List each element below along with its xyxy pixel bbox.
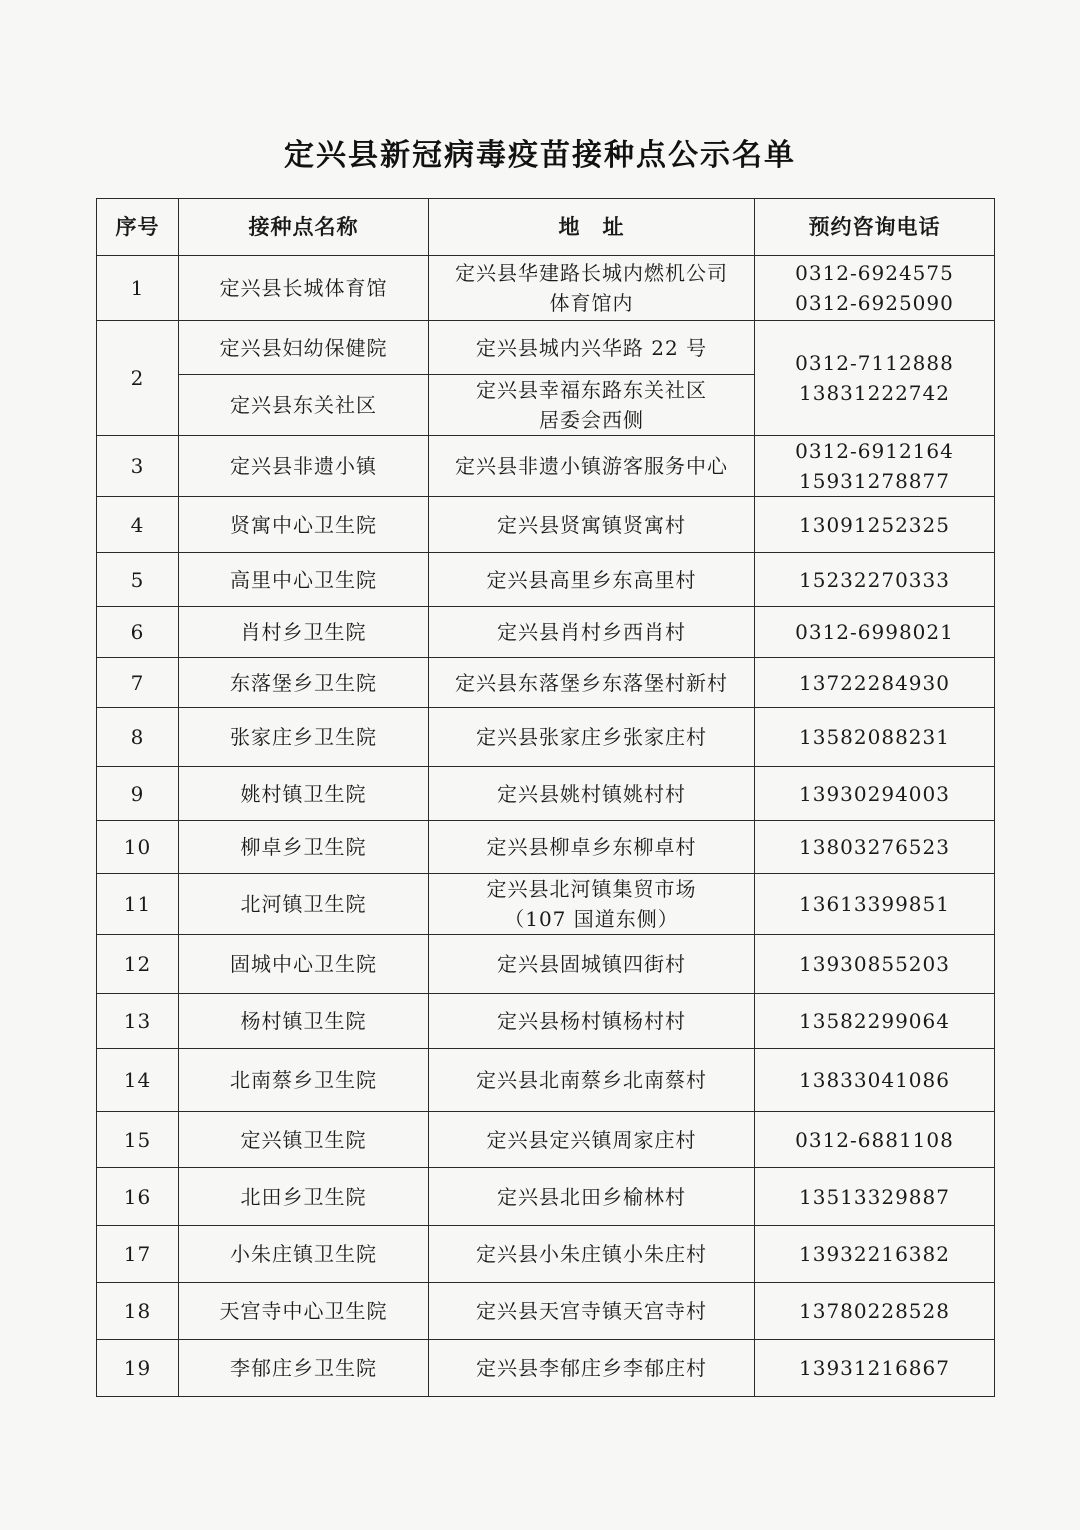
header-seq: 序号 (97, 199, 179, 256)
row-phone: 13582088231 (755, 708, 995, 767)
row-phone: 13803276523 (755, 821, 995, 874)
table-row (97, 874, 995, 935)
row-address: 定兴县城内兴华路 22 号 (429, 321, 755, 375)
row-site-name: 定兴县非遗小镇 (179, 436, 429, 497)
row-site-name: 北田乡卫生院 (179, 1168, 429, 1226)
row-phone: 13613399851 (755, 874, 995, 935)
row-address: 定兴县高里乡东高里村 (429, 553, 755, 607)
table-row (97, 497, 995, 553)
row-address: 定兴县肖村乡西肖村 (429, 607, 755, 658)
row-seq: 8 (97, 708, 179, 767)
row-seq: 10 (97, 821, 179, 874)
table-row (97, 321, 995, 375)
row-phone: 13582299064 (755, 994, 995, 1049)
row-phone: 13833041086 (755, 1049, 995, 1112)
row-seq: 15 (97, 1112, 179, 1168)
row-address: 定兴县非遗小镇游客服务中心 (429, 436, 755, 497)
header-address: 地 址 (429, 199, 755, 256)
table-row (97, 1112, 995, 1168)
row-address: 定兴县张家庄乡张家庄村 (429, 708, 755, 767)
row-address: 定兴县东落堡乡东落堡村新村 (429, 658, 755, 708)
table-row (97, 1226, 995, 1283)
row-address: 定兴县北田乡榆林村 (429, 1168, 755, 1226)
table-row (97, 1168, 995, 1226)
row-address: 定兴县姚村镇姚村村 (429, 767, 755, 821)
row-site-name: 肖村乡卫生院 (179, 607, 429, 658)
row-site-name: 北南蔡乡卫生院 (179, 1049, 429, 1112)
row-seq: 7 (97, 658, 179, 708)
row-address: 定兴县北河镇集贸市场 （107 国道东侧） (429, 874, 755, 935)
row-phone: 13930294003 (755, 767, 995, 821)
row-phone: 13932216382 (755, 1226, 995, 1283)
row-address: 定兴县定兴镇周家庄村 (429, 1112, 755, 1168)
table-row (97, 1049, 995, 1112)
row-site-name: 李郁庄乡卫生院 (179, 1340, 429, 1397)
row-seq: 16 (97, 1168, 179, 1226)
row-address: 定兴县李郁庄乡李郁庄村 (429, 1340, 755, 1397)
row-address: 定兴县天宫寺镇天宫寺村 (429, 1283, 755, 1340)
document-title: 定兴县新冠病毒疫苗接种点公示名单 (284, 138, 796, 173)
row-seq: 2 (97, 321, 179, 436)
row-phone: 0312-6924575 0312-6925090 (755, 256, 995, 321)
row-site-name: 北河镇卫生院 (179, 874, 429, 935)
table-row (97, 935, 995, 994)
row-site-name: 东落堡乡卫生院 (179, 658, 429, 708)
row-site-name: 定兴镇卫生院 (179, 1112, 429, 1168)
header-name: 接种点名称 (179, 199, 429, 256)
row-site-name: 定兴县妇幼保健院 (179, 321, 429, 375)
row-phone: 0312-6998021 (755, 607, 995, 658)
row-site-name: 定兴县东关社区 (179, 375, 429, 436)
row-address: 定兴县贤寓镇贤寓村 (429, 497, 755, 553)
row-address: 定兴县杨村镇杨村村 (429, 994, 755, 1049)
row-site-name: 高里中心卫生院 (179, 553, 429, 607)
row-seq: 3 (97, 436, 179, 497)
row-phone: 0312-6912164 15931278877 (755, 436, 995, 497)
vaccination-sites-table (96, 198, 995, 1397)
table-header-row (97, 199, 995, 256)
table-row (97, 658, 995, 708)
table-row (97, 1283, 995, 1340)
row-seq: 5 (97, 553, 179, 607)
row-address: 定兴县幸福东路东关社区 居委会西侧 (429, 375, 755, 436)
row-phone: 13722284930 (755, 658, 995, 708)
row-seq: 6 (97, 607, 179, 658)
row-site-name: 固城中心卫生院 (179, 935, 429, 994)
row-phone: 15232270333 (755, 553, 995, 607)
row-seq: 4 (97, 497, 179, 553)
row-seq: 14 (97, 1049, 179, 1112)
header-phone: 预约咨询电话 (755, 199, 995, 256)
row-phone: 13931216867 (755, 1340, 995, 1397)
row-seq: 12 (97, 935, 179, 994)
row-phone: 13930855203 (755, 935, 995, 994)
table-row (97, 821, 995, 874)
row-site-name: 姚村镇卫生院 (179, 767, 429, 821)
row-phone: 0312-6881108 (755, 1112, 995, 1168)
table-row (97, 256, 995, 321)
row-site-name: 张家庄乡卫生院 (179, 708, 429, 767)
row-address: 定兴县北南蔡乡北南蔡村 (429, 1049, 755, 1112)
row-seq: 17 (97, 1226, 179, 1283)
table-row (97, 553, 995, 607)
row-seq: 19 (97, 1340, 179, 1397)
row-seq: 13 (97, 994, 179, 1049)
table-row (97, 994, 995, 1049)
table-row (97, 607, 995, 658)
row-site-name: 贤寓中心卫生院 (179, 497, 429, 553)
row-site-name: 天宫寺中心卫生院 (179, 1283, 429, 1340)
row-site-name: 定兴县长城体育馆 (179, 256, 429, 321)
row-seq: 18 (97, 1283, 179, 1340)
table-row (97, 767, 995, 821)
row-address: 定兴县固城镇四街村 (429, 935, 755, 994)
row-phone: 13780228528 (755, 1283, 995, 1340)
row-phone: 13091252325 (755, 497, 995, 553)
table-row (97, 708, 995, 767)
table-row (97, 1340, 995, 1397)
row-site-name: 杨村镇卫生院 (179, 994, 429, 1049)
row-seq: 1 (97, 256, 179, 321)
row-site-name: 柳卓乡卫生院 (179, 821, 429, 874)
row-address: 定兴县柳卓乡东柳卓村 (429, 821, 755, 874)
table-row (97, 436, 995, 497)
row-site-name: 小朱庄镇卫生院 (179, 1226, 429, 1283)
row-address: 定兴县华建路长城内燃机公司 体育馆内 (429, 256, 755, 321)
row-phone: 0312-7112888 13831222742 (755, 321, 995, 436)
row-seq: 11 (97, 874, 179, 935)
row-address: 定兴县小朱庄镇小朱庄村 (429, 1226, 755, 1283)
row-phone: 13513329887 (755, 1168, 995, 1226)
row-seq: 9 (97, 767, 179, 821)
